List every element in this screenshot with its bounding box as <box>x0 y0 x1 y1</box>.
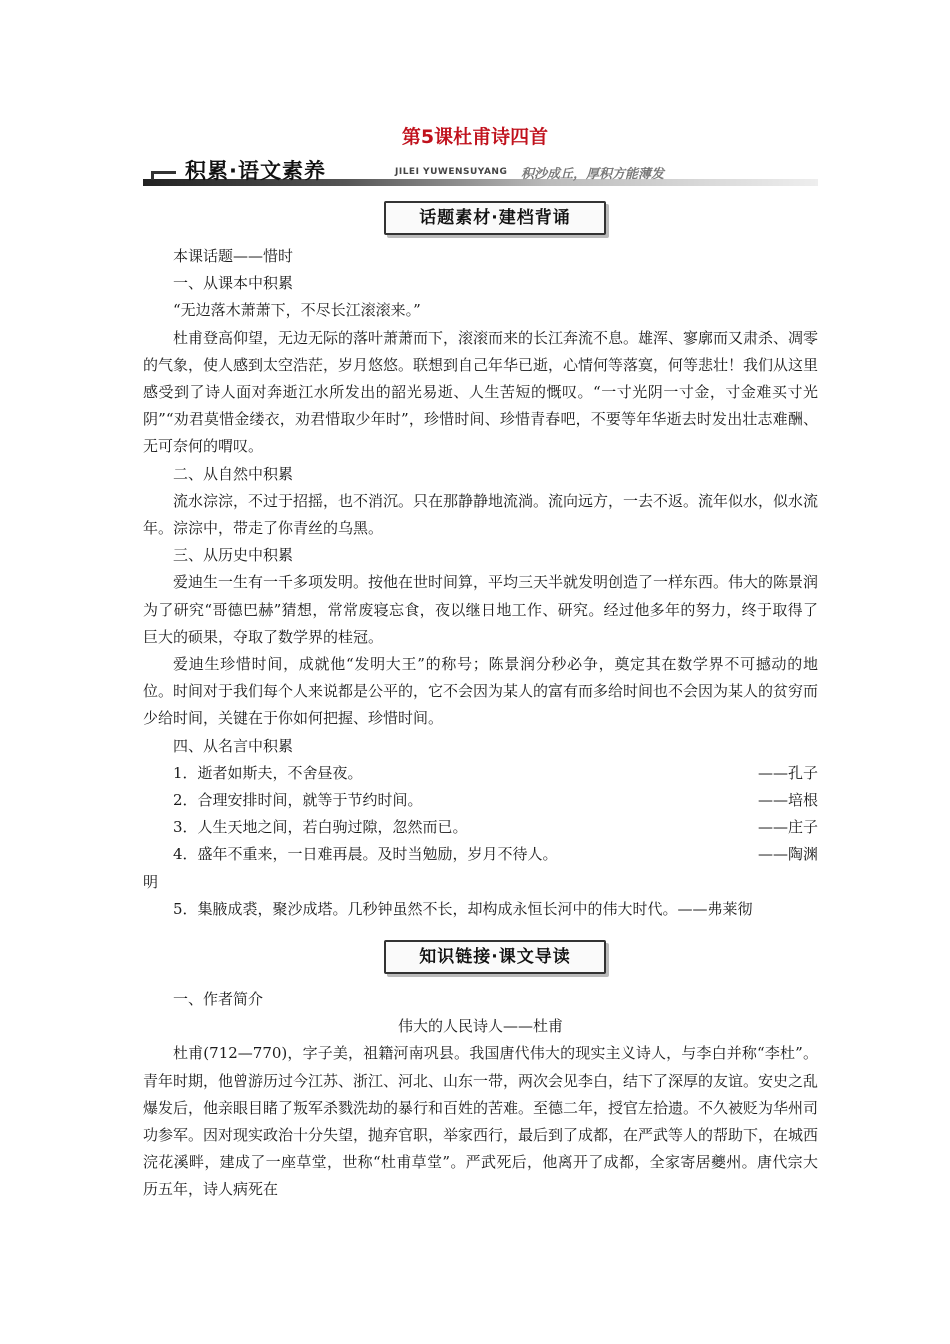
lesson-title: 第5课杜甫诗四首 <box>401 126 549 148</box>
quote-5: 5．集腋成裘，聚沙成塔。几秒钟虽然不长，却构成永恒长河中的伟大时代。——弗莱彻 <box>173 899 753 918</box>
section-topic-material <box>143 243 818 923</box>
banner-step-decoration <box>151 171 176 180</box>
quote-author: ——培根 <box>757 791 818 810</box>
part3-body-2: 爱迪生珍惜时间，成就他“发明大王”的称号；陈景润分秒必争，奠定其在数学界不可撼动的地位。时间对于我们每个人来说都是公平的，它不会因为某人的富有而多给时间也不会因为某人的贫穷而少给时间，关键在于你如何把握、珍惜时间。 <box>143 655 819 728</box>
quote-text: 4．盛年不重来，一日难再晨。及时当勉励，岁月不待人。 <box>173 845 558 864</box>
quote-text: 2．合理安排时间，就等于节约时间。 <box>173 791 423 810</box>
section-knowledge-link <box>143 986 818 1204</box>
part1-title: 一、从课本中积累 <box>173 274 294 293</box>
banner-motto: 积沙成丘，厚积方能薄发 <box>521 167 665 182</box>
part3-title: 三、从历史中积累 <box>173 546 294 565</box>
quote-text: 3．人生天地之间，若白驹过隙，忽然而已。 <box>173 818 468 837</box>
quote-item <box>143 814 818 841</box>
quote-4-wrap: 明 <box>143 872 159 891</box>
quote-text: 1．逝者如斯夫，不舍昼夜。 <box>173 763 363 782</box>
part4-title: 四、从名言中积累 <box>173 736 294 755</box>
quote-author: ——孔子 <box>757 763 818 782</box>
part2-body: 流水淙淙，不过于招摇，也不消沉。只在那静静地流淌。流向远方，一去不返。流年似水，似水流年。淙淙中，带走了你青丝的乌黑。 <box>143 491 819 538</box>
part1-body: 杜甫登高仰望，无边无际的落叶萧萧而下，滚滚而来的长江奔流不息。雄浑、寥廓而又肃杀、凋零的气象，使人感到太空浩茫，岁月悠悠。联想到自己年华已逝，心情何等落寞，何等悲壮！我们从这里感受到了诗人面对奔逝江水所发出的韶光易逝、人生苦短的慨叹。“一寸光阴一寸金，寸金难买寸光阴”“劝君莫惜金缕衣，劝君惜取少年时”，珍惜时间、珍惜青春吧，不要等年华逝去时发出壮志难酬、无可奈何的喟叹。 <box>143 328 819 456</box>
author-body: 杜甫(712—770)，字子美，祖籍河南巩县。我国唐代伟大的现实主义诗人，与李白并称“李杜”。青年时期，他曾游历过今江苏、浙江、河北、山东一带，两次会见李白，结下了深厚的友谊。安史之乱爆发后，他亲眼目睹了叛军杀戮洗劫的暴行和百姓的苦难。至德二年，授官左拾遗。不久被贬为华州司功参军。因对现实政治十分失望，抛弃官职，举家西行，最后到了成都，在严武等人的帮助下，在城西浣花溪畔，建成了一座草堂，世称“杜甫草堂”。严武死后，他离开了成都，全家寄居夔州。唐代宗大历五年，诗人病死在 <box>143 1044 819 1199</box>
quote-item <box>143 787 818 814</box>
banner-pinyin: JILEI YUWENSUYANG <box>395 167 508 177</box>
section-banner <box>143 157 818 191</box>
quote-author: ——陶渊 <box>757 845 818 864</box>
quote-item <box>143 841 818 868</box>
author-intro-title: 一、作者简介 <box>173 990 264 1008</box>
part3-body-1: 爱迪生一生有一千多项发明。按他在世时间算，平均三天半就发明创造了一样东西。伟大的陈景润为了研究“哥德巴赫”猜想，常常废寝忘食，夜以继日地工作、研究。经过他多年的努力，终于取得了巨大的硕果，夺取了数学界的桂冠。 <box>143 573 819 646</box>
topic-line: 本课话题——惜时 <box>173 247 294 265</box>
subheading-knowledge-link: 知识链接·课文导读 <box>384 940 606 974</box>
subheading-topic-material: 话题素材·建档背诵 <box>384 201 606 235</box>
banner-main-text: 积累·语文素养 <box>179 157 332 186</box>
quote-item <box>143 760 818 787</box>
part2-title: 二、从自然中积累 <box>173 464 294 483</box>
quote-author: ——庄子 <box>757 818 818 837</box>
part1-quote: “无边落木萧萧下，不尽长江滚滚来。” <box>173 301 421 320</box>
author-subtitle: 伟大的人民诗人——杜甫 <box>397 1017 563 1036</box>
